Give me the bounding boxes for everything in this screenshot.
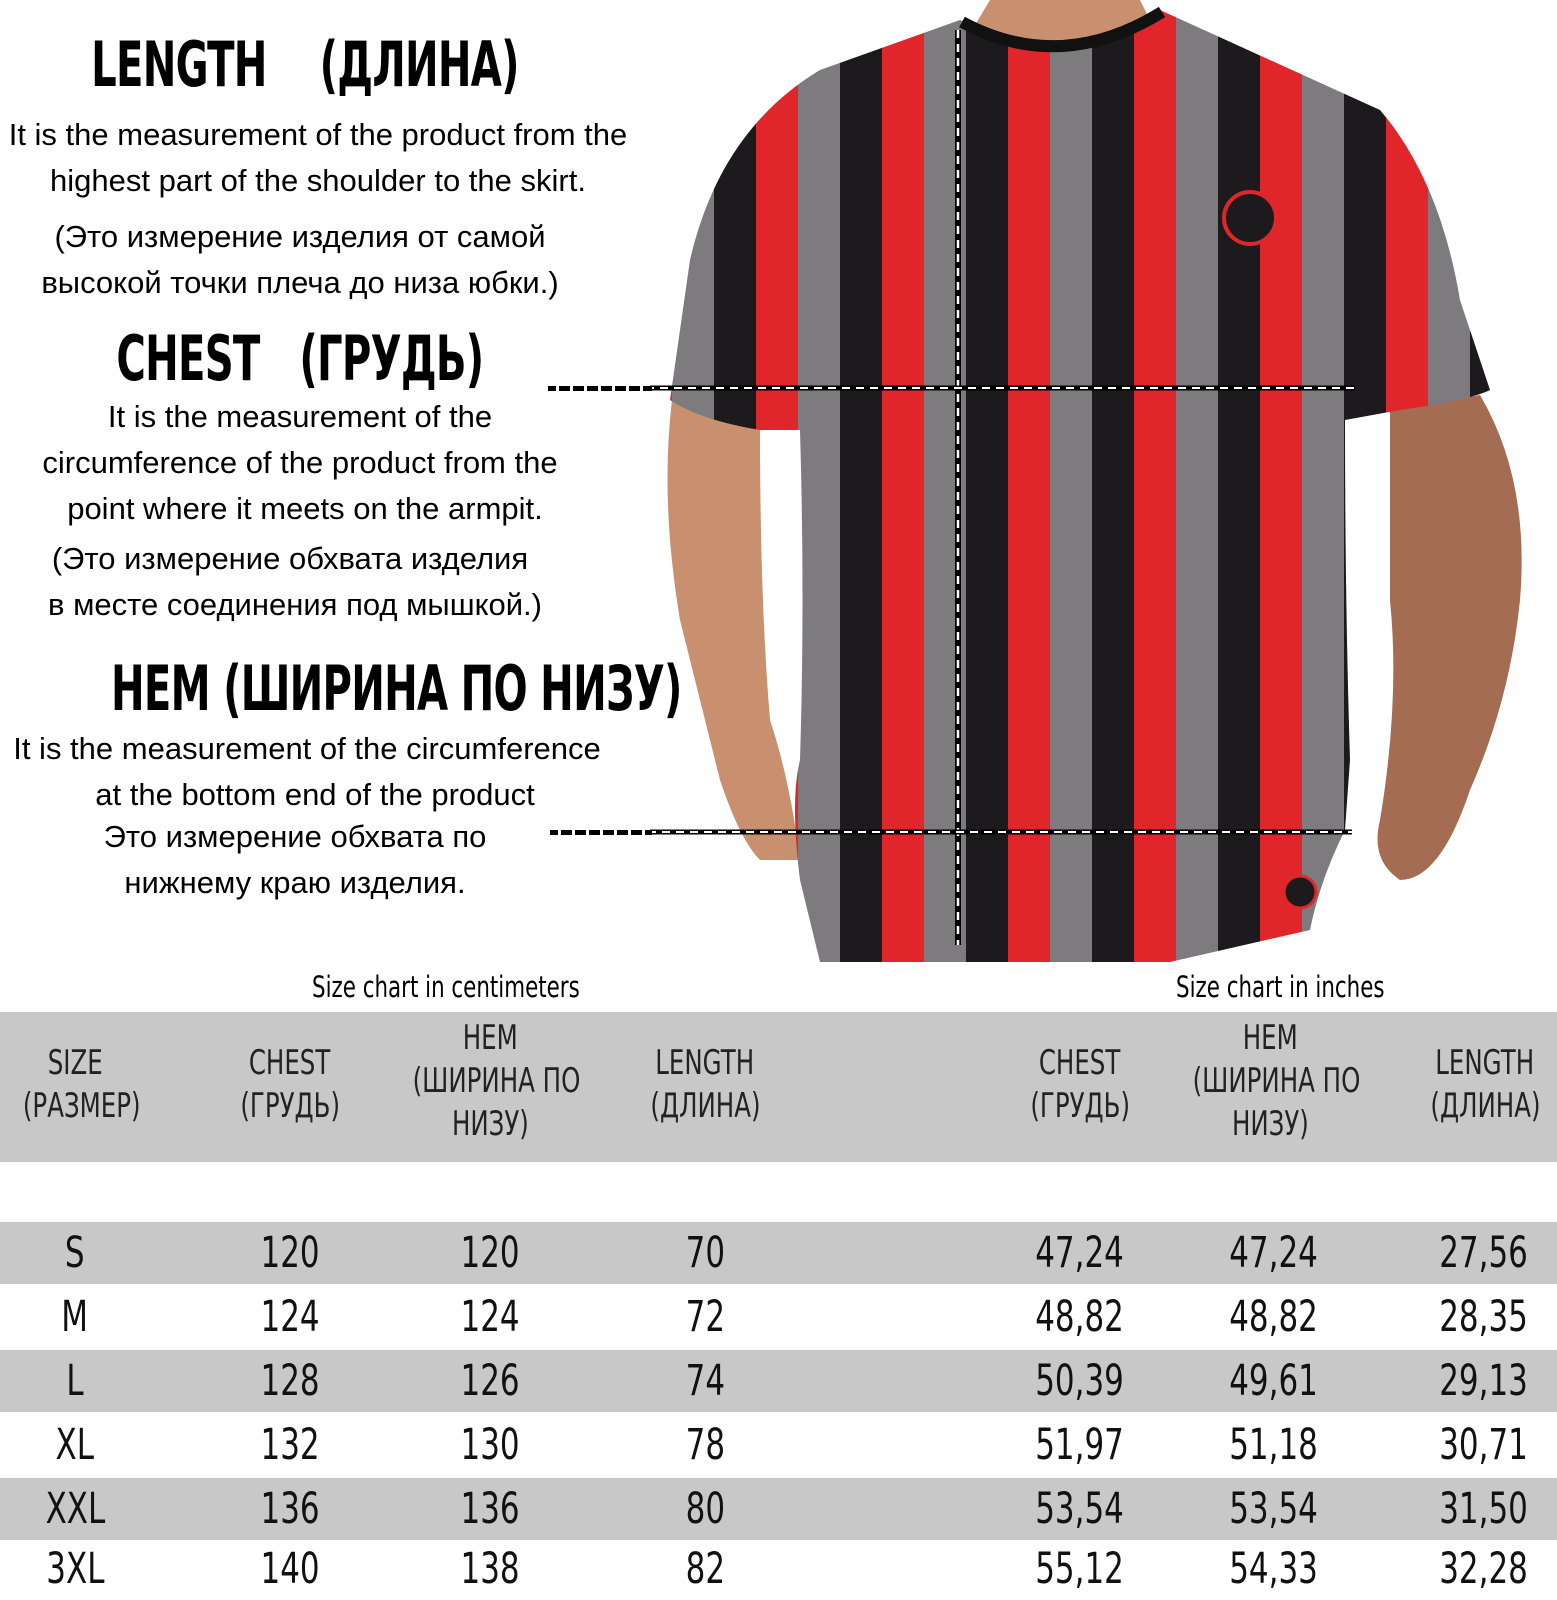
cell-chest-cm: 120 xyxy=(260,1228,320,1278)
cell-chest-in: 55,12 xyxy=(1035,1544,1125,1594)
chest-line-extension xyxy=(548,386,652,391)
cell-hem-cm: 130 xyxy=(460,1420,520,1470)
table-row xyxy=(0,1538,1557,1600)
length-desc-ru-2: высокой точки плеча до низа юбки.) xyxy=(41,265,559,300)
cell-chest-cm: 136 xyxy=(260,1484,320,1534)
chest-desc-en-1: It is the measurement of the xyxy=(107,399,493,434)
chest-desc-en-2: circumference of the product from the xyxy=(42,445,558,480)
cell-chest-cm: 140 xyxy=(260,1544,320,1594)
cell-chest-in: 48,82 xyxy=(1035,1292,1125,1342)
hem-desc-ru-2: нижнему краю изделия. xyxy=(124,865,466,900)
cell-chest-cm: 128 xyxy=(260,1356,320,1406)
cell-length-in: 30,71 xyxy=(1439,1420,1529,1470)
cell-chest-cm: 132 xyxy=(260,1420,320,1470)
header-hem-in: HEM (ШИРИНА ПО НИЗУ) xyxy=(1192,1018,1361,1144)
cell-chest-in: 51,97 xyxy=(1035,1420,1125,1470)
cell-chest-cm: 124 xyxy=(260,1292,320,1342)
cell-size: 3XL xyxy=(45,1544,105,1594)
logo-patch xyxy=(1224,192,1276,244)
chest-desc-ru-2: в месте соединения под мышкой.) xyxy=(47,587,542,622)
length-heading: LENGTH (ДЛИНА) xyxy=(91,28,519,101)
cell-hem-in: 49,61 xyxy=(1229,1356,1319,1406)
cell-length-cm: 82 xyxy=(685,1544,725,1594)
cell-hem-cm: 120 xyxy=(460,1228,520,1278)
hem-desc-en-2: at the bottom end of the product xyxy=(95,777,535,812)
cell-length-cm: 72 xyxy=(685,1292,725,1342)
left-arm xyxy=(668,400,801,860)
chest-heading: CHEST (ГРУДЬ) xyxy=(116,322,484,395)
cell-hem-cm: 124 xyxy=(460,1292,520,1342)
cell-length-cm: 74 xyxy=(685,1356,725,1406)
header-length-in: LENGTH (ДЛИНА) xyxy=(1429,1043,1541,1126)
hem-desc-ru-1: Это измерение обхвата по xyxy=(103,819,487,854)
cell-chest-in: 53,54 xyxy=(1035,1484,1125,1534)
hem-desc-en-1: It is the measurement of the circumference xyxy=(13,731,601,766)
header-chest-in: CHEST (ГРУДЬ) xyxy=(1030,1043,1130,1126)
cell-size: S xyxy=(65,1228,85,1278)
header-size: SIZE (РАЗМЕР) xyxy=(22,1043,141,1126)
header-length-cm: LENGTH (ДЛИНА) xyxy=(649,1043,761,1126)
cell-length-in: 28,35 xyxy=(1439,1292,1529,1342)
size-chart-in-title: Size chart in inches xyxy=(1176,970,1385,1004)
cell-chest-in: 50,39 xyxy=(1035,1356,1125,1406)
hem-heading: HEM (ШИРИНА ПО НИЗУ) xyxy=(110,652,682,725)
cell-hem-in: 54,33 xyxy=(1229,1544,1319,1594)
cell-size: L xyxy=(66,1356,84,1406)
header-chest-cm: CHEST (ГРУДЬ) xyxy=(240,1043,340,1126)
chest-desc-en-3: point where it meets on the armpit. xyxy=(67,491,543,526)
cell-length-cm: 78 xyxy=(685,1420,725,1470)
cell-size: XL xyxy=(55,1420,95,1470)
chest-desc-ru-1: (Это измерение обхвата изделия xyxy=(51,541,529,576)
hem-line-extension xyxy=(550,830,652,835)
size-chart-header xyxy=(0,1012,1557,1162)
length-desc-en-2: highest part of the shoulder to the skirt. xyxy=(50,163,586,198)
cell-hem-in: 51,18 xyxy=(1229,1420,1319,1470)
cell-size: M xyxy=(61,1292,89,1342)
cell-length-in: 27,56 xyxy=(1439,1228,1529,1278)
cell-length-in: 32,28 xyxy=(1439,1544,1529,1594)
cell-hem-cm: 138 xyxy=(460,1544,520,1594)
table-row xyxy=(0,1350,1557,1412)
cell-length-cm: 70 xyxy=(685,1228,725,1278)
cell-length-in: 31,50 xyxy=(1439,1484,1529,1534)
cell-hem-cm: 126 xyxy=(460,1356,520,1406)
cell-hem-in: 48,82 xyxy=(1229,1292,1319,1342)
striped-tshirt-illustration xyxy=(650,0,1557,962)
length-desc-en-1: It is the measurement of the product from the xyxy=(8,117,628,152)
cell-hem-cm: 136 xyxy=(460,1484,520,1534)
cell-hem-in: 47,24 xyxy=(1229,1228,1319,1278)
table-row xyxy=(0,1222,1557,1284)
cell-length-cm: 80 xyxy=(685,1484,725,1534)
table-row xyxy=(0,1478,1557,1540)
cell-size: XXL xyxy=(45,1484,105,1534)
cell-hem-in: 53,54 xyxy=(1229,1484,1319,1534)
cell-chest-in: 47,24 xyxy=(1035,1228,1125,1278)
header-hem-cm: HEM (ШИРИНА ПО НИЗУ) xyxy=(412,1018,581,1144)
length-desc-ru-1: (Это измерение изделия от самой xyxy=(54,219,546,254)
size-chart-cm-title: Size chart in centimeters xyxy=(312,970,580,1004)
right-arm xyxy=(1378,395,1522,880)
cell-length-in: 29,13 xyxy=(1439,1356,1529,1406)
table-row xyxy=(0,1286,1557,1348)
table-row xyxy=(0,1414,1557,1476)
